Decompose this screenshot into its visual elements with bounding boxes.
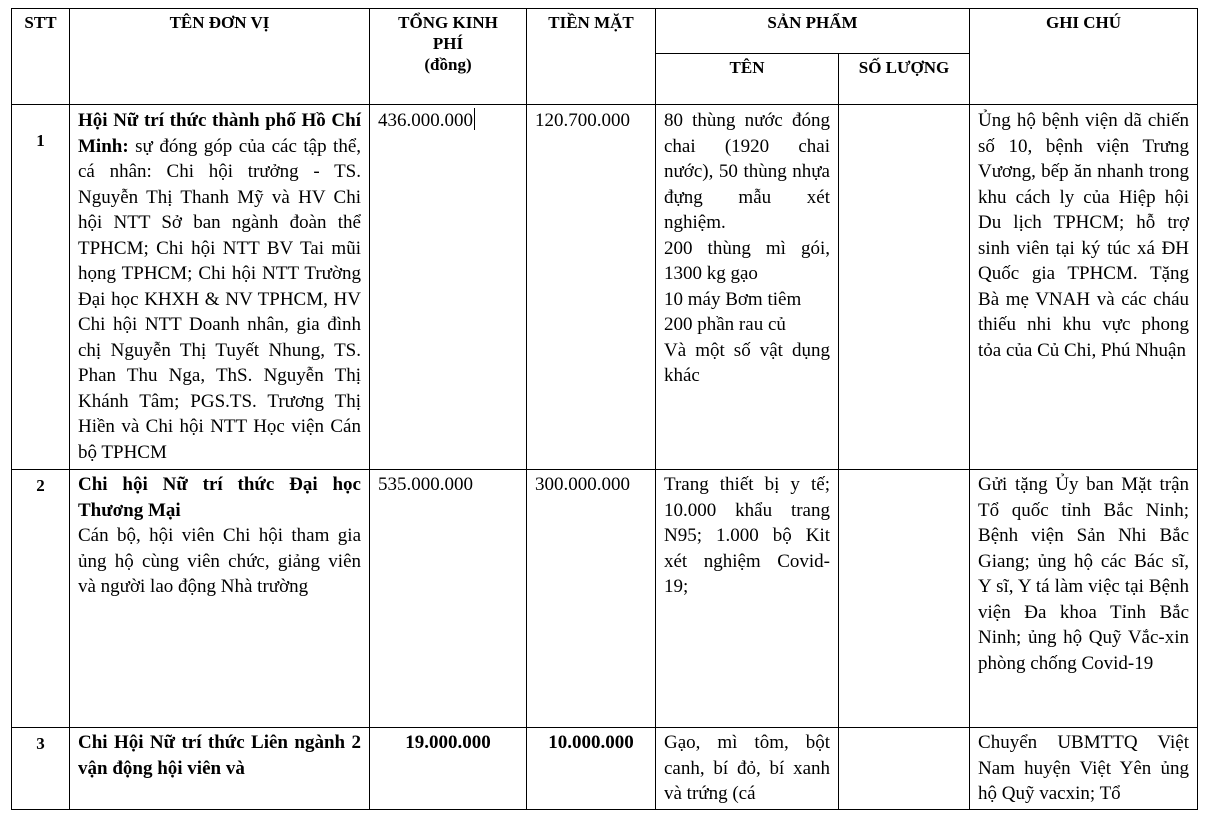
- product-line: Và một số vật dụng khác: [664, 339, 830, 386]
- unit-name-bold: Chi hội Nữ trí thức Đại học Thương Mại: [78, 474, 361, 521]
- total-funding-cell: 535.000.000: [370, 470, 527, 728]
- product-line: Trang thiết bị y tế; 10.000 khẩu trang N95; 1.000 bộ Kit xét nghiệm Covid-19;: [664, 474, 830, 597]
- header-total-funding-line-3: (đồng): [424, 55, 472, 74]
- unit-name-cell: Chi Hội Nữ trí thức Liên ngành 2 vận động hội viên và: [70, 728, 370, 810]
- total-funding-value: 436.000.000: [378, 110, 473, 131]
- product-name-cell: Gạo, mì tôm, bột canh, bí đỏ, bí xanh và trứng (cá: [656, 728, 839, 810]
- text-cursor: [474, 108, 475, 130]
- header-products: SẢN PHẨM: [656, 9, 970, 54]
- table-row: [12, 470, 1198, 728]
- header-quantity: SỐ LƯỢNG: [839, 54, 970, 105]
- cash-cell: 300.000.000: [527, 470, 656, 728]
- notes-cell: Gửi tặng Ủy ban Mặt trận Tổ quốc tỉnh Bắc Ninh; Bệnh viện Sản Nhi Bắc Giang; ủng hộ các Bác sĩ, Y sĩ, Y tá làm việc tại Bệnh viện Đa khoa Tỉnh Bắc Ninh; ủng hộ Quỹ Vắc-xin phòng chống Covid-19: [970, 470, 1198, 728]
- notes-cell: Ủng hộ bệnh viện dã chiến số 10, bệnh viện Trưng Vương, bếp ăn nhanh trong khu cách ly của Hiệp hội Du lịch TPHCM; hỗ trợ sinh viên tại ký túc xá ĐH Quốc gia TPHCM. Tặng Bà mẹ VNAH và các cháu thiếu nhi khu vực phong tỏa của Củ Chi, Phú Nhuận: [970, 105, 1198, 470]
- cash-cell: 10.000.000: [527, 728, 656, 810]
- table-row: [12, 105, 1198, 470]
- product-line: 80 thùng nước đóng chai (1920 chai nước), 50 thùng nhựa đựng mẫu xét nghiệm.: [664, 110, 830, 233]
- product-name-cell: [656, 105, 839, 470]
- header-notes: GHI CHÚ: [970, 9, 1198, 105]
- header-product-name: TÊN: [656, 54, 839, 105]
- header-total-funding: [370, 9, 527, 105]
- unit-description: Cán bộ, hội viên Chi hội tham gia ủng hộ cùng viên chức, giảng viên và người lao động Nhà trường: [78, 525, 361, 597]
- unit-name-bold: Hội Nữ trí thức thành phố Hồ Chí Minh:: [78, 110, 361, 157]
- total-funding-cell[interactable]: [370, 105, 527, 470]
- cash-cell: [527, 105, 656, 470]
- product-line: 200 thùng mì gói, 1300 kg gạo: [664, 237, 830, 284]
- unit-description: sự đóng góp của các tập thể, cá nhân: Chi hội trưởng - TS. Nguyễn Thị Thanh Mỹ và HV Chi hội NTT Sở ban ngành đoàn thể TPHCM; Chi hội NTT BV Tai mũi họng TPHCM; Chi hội NTT Trường Đại học KHXH & NV TPHCM, HV Chi hội NTT Doanh nhân, gia đình chị Nguyễn Thị Tuyết Nhung, TS. Phan Thu Nga, ThS. Nguyễn Thị Khánh Tâm; PGS.TS. Trương Thị Hiền và Chi hội NTT Học viện Cán bộ TPHCM: [78, 135, 361, 463]
- product-line: 200 phần rau củ: [664, 314, 786, 335]
- unit-name-cell: [70, 105, 370, 470]
- quantity-cell: [839, 728, 970, 810]
- product-name-cell: [656, 470, 839, 728]
- total-funding-cell: 19.000.000: [370, 728, 527, 810]
- row-number: 3: [12, 728, 70, 810]
- row-number: 1: [12, 105, 70, 470]
- donation-table: [11, 8, 1198, 810]
- quantity-cell: [839, 105, 970, 470]
- header-cash: TIỀN MẶT: [527, 9, 656, 105]
- quantity-cell: [839, 470, 970, 728]
- table-row: [12, 728, 1198, 810]
- notes-cell: Chuyển UBMTTQ Việt Nam huyện Việt Yên ủng hộ Quỹ vacxin; Tổ: [970, 728, 1198, 810]
- cash-value: 120.700.000: [535, 110, 630, 131]
- product-line: 10 máy Bơm tiêm: [664, 288, 802, 310]
- row-number: 2: [12, 470, 70, 728]
- header-stt: STT: [12, 9, 70, 105]
- unit-name-cell: [70, 470, 370, 728]
- header-unit-name: TÊN ĐƠN VỊ: [70, 9, 370, 105]
- header-total-funding-line-1: TỔNG KINH: [398, 13, 498, 32]
- header-total-funding-line-2: PHÍ: [432, 34, 464, 53]
